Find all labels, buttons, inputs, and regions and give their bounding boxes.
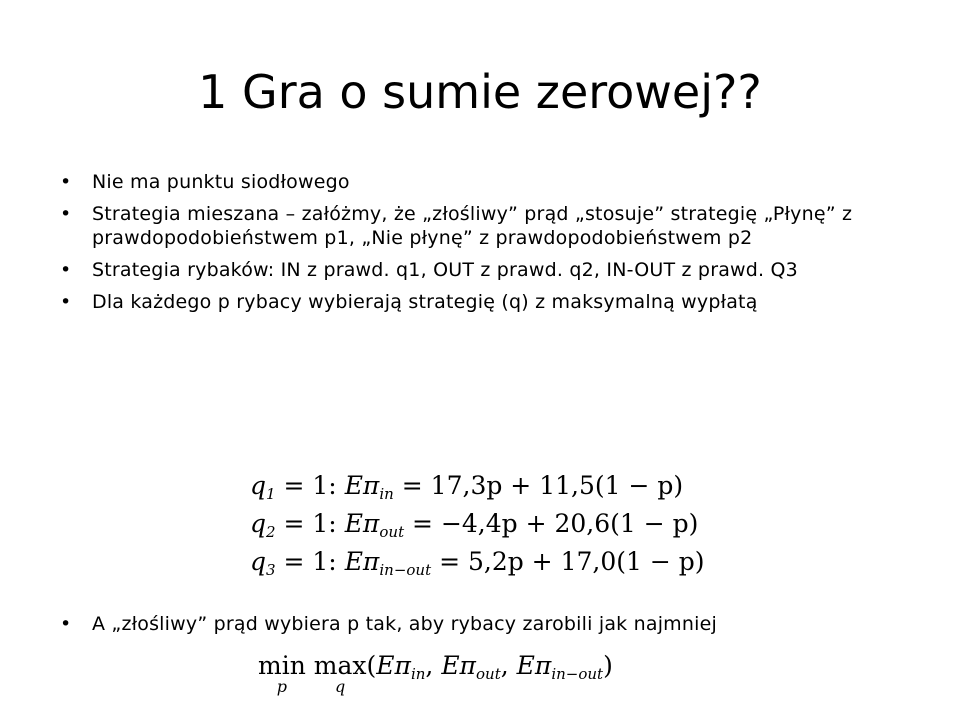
- eq-payoff: Eπ: [344, 471, 380, 500]
- slide-title: 1 Gra o sumie zerowej??: [198, 65, 762, 119]
- separator: ,: [425, 651, 442, 680]
- min-label: min: [258, 651, 306, 680]
- min-operator: [258, 650, 306, 696]
- eq-var-sub: 1: [266, 485, 276, 503]
- max-operator: [313, 650, 367, 696]
- eq-one: = 1:: [275, 509, 345, 538]
- paren-close: ): [603, 651, 613, 680]
- eq-payoff-sub: out: [379, 523, 405, 541]
- equation-q1: [250, 470, 810, 502]
- max-label: max: [313, 651, 367, 680]
- term-sub: in: [410, 665, 426, 683]
- separator: ,: [500, 651, 517, 680]
- bullet-item: • A „złośliwy” prąd wybiera p tak, aby rybacy zarobili jak najmniej: [60, 612, 920, 636]
- bullet-item: • Strategia mieszana – załóżmy, że „złośliwy” prąd „stosuje” strategię „Płynę” z prawdopodobieństwem p1, „Nie płynę” z prawdopodobieństwem p2: [60, 202, 920, 250]
- bullet-item: • Strategia rybaków: IN z prawd. q1, OUT z prawd. q2, IN-OUT z prawd. Q3: [60, 258, 920, 282]
- eq-one: = 1:: [275, 471, 345, 500]
- eq-var: q: [250, 547, 267, 576]
- bullet-list-final: [60, 612, 920, 636]
- eq-var-sub: 2: [266, 523, 276, 541]
- eq-var-sub: 3: [266, 561, 276, 579]
- max-under: q: [335, 677, 346, 696]
- bullet-item: • Dla każdego p rybacy wybierają strategię (q) z maksymalną wypłatą: [60, 290, 920, 314]
- eq-payoff: Eπ: [344, 547, 380, 576]
- bullet-list: [60, 170, 920, 322]
- eq-payoff-sub: in−out: [379, 561, 432, 579]
- term-base: Eπ: [376, 651, 411, 680]
- eq-rhs: = 5,2p + 17,0(1 − p): [431, 547, 705, 576]
- term-base: Eπ: [516, 651, 552, 680]
- eq-var: q: [250, 471, 267, 500]
- eq-payoff: Eπ: [344, 509, 380, 538]
- equation-q2: [250, 508, 810, 540]
- minmax-formula: [258, 650, 613, 696]
- term-sub: out: [476, 665, 501, 683]
- eq-rhs: = −4,4p + 20,6(1 − p): [404, 509, 699, 538]
- term-sub: in−out: [551, 665, 604, 683]
- paren-open: (: [366, 651, 377, 680]
- bullet-item: • Nie ma punktu siodłowego: [60, 170, 920, 194]
- equation-q3: [250, 546, 810, 578]
- eq-payoff-sub: in: [379, 485, 394, 503]
- min-under: p: [276, 677, 288, 696]
- eq-var: q: [250, 509, 267, 538]
- term-base: Eπ: [441, 651, 476, 680]
- eq-rhs: = 17,3p + 11,5(1 − p): [393, 471, 684, 500]
- eq-one: = 1:: [275, 547, 345, 576]
